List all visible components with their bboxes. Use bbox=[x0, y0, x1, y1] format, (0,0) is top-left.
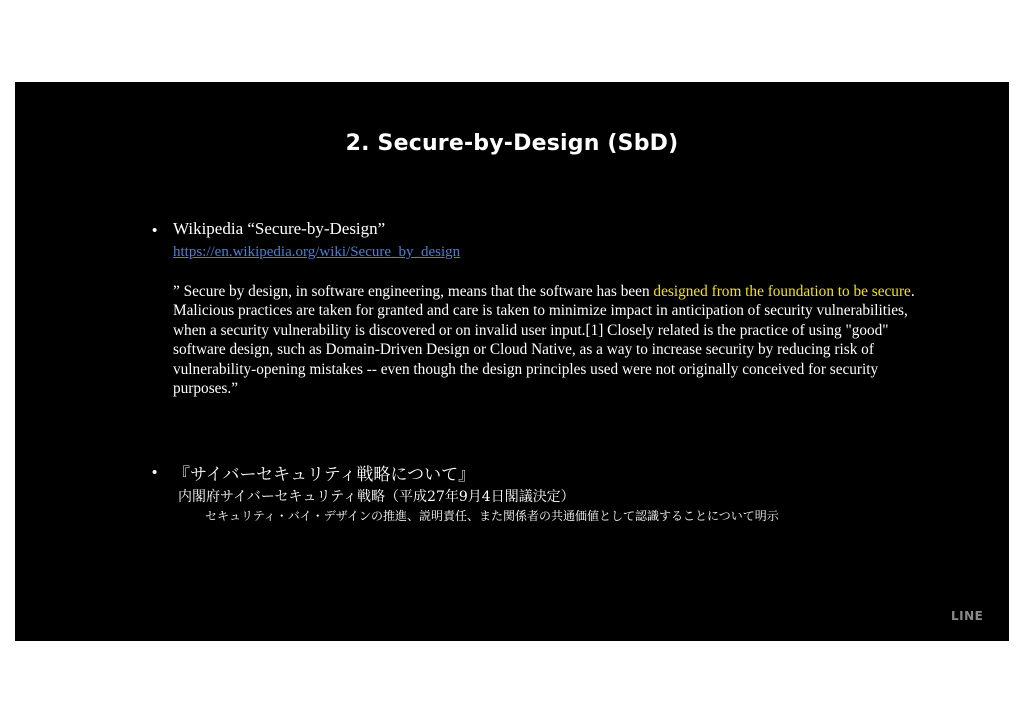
slide-title: 2. Secure-by-Design (SbD) bbox=[345, 131, 679, 156]
wikipedia-quote bbox=[173, 282, 943, 398]
quote-after: . Malicious practices are taken for granted and care is taken to minimize impact in anticipation of security vulnerabilities, when a security vulnerability is discovered or on invalid user input.[1] Closely related is the practice of using "good" software design, such as Domain-Driven Design or Cloud Native, as a way to increase security by reducing risk of vulnerability-opening mistakes -- even though the design principles used were not originally conceived for security purposes.” bbox=[173, 283, 915, 398]
cyber-strategy-source: 内閣府サイバーセキュリティ戦略（平成27年9月4日閣議決定） bbox=[178, 489, 575, 505]
wikipedia-link[interactable]: https://en.wikipedia.org/wiki/Secure_by_design bbox=[173, 244, 461, 260]
cyber-strategy-heading: 『サイバーセキュリティ戦略について』 bbox=[173, 465, 476, 484]
wikipedia-heading: Wikipedia “Secure-by-Design” bbox=[173, 219, 386, 238]
bullet-2: • bbox=[152, 464, 158, 481]
quote-before: ” Secure by design, in software engineering, means that the software has been bbox=[173, 283, 654, 300]
quote-highlight: designed from the foundation to be secure bbox=[653, 283, 911, 300]
line-logo: LINE bbox=[951, 609, 984, 623]
bullet-1: • bbox=[152, 222, 158, 239]
slide bbox=[15, 82, 1009, 641]
cyber-strategy-note: セキュリティ・バイ・デザインの推進、説明責任、また関係者の共通価値として認識することについて明示 bbox=[205, 509, 779, 523]
